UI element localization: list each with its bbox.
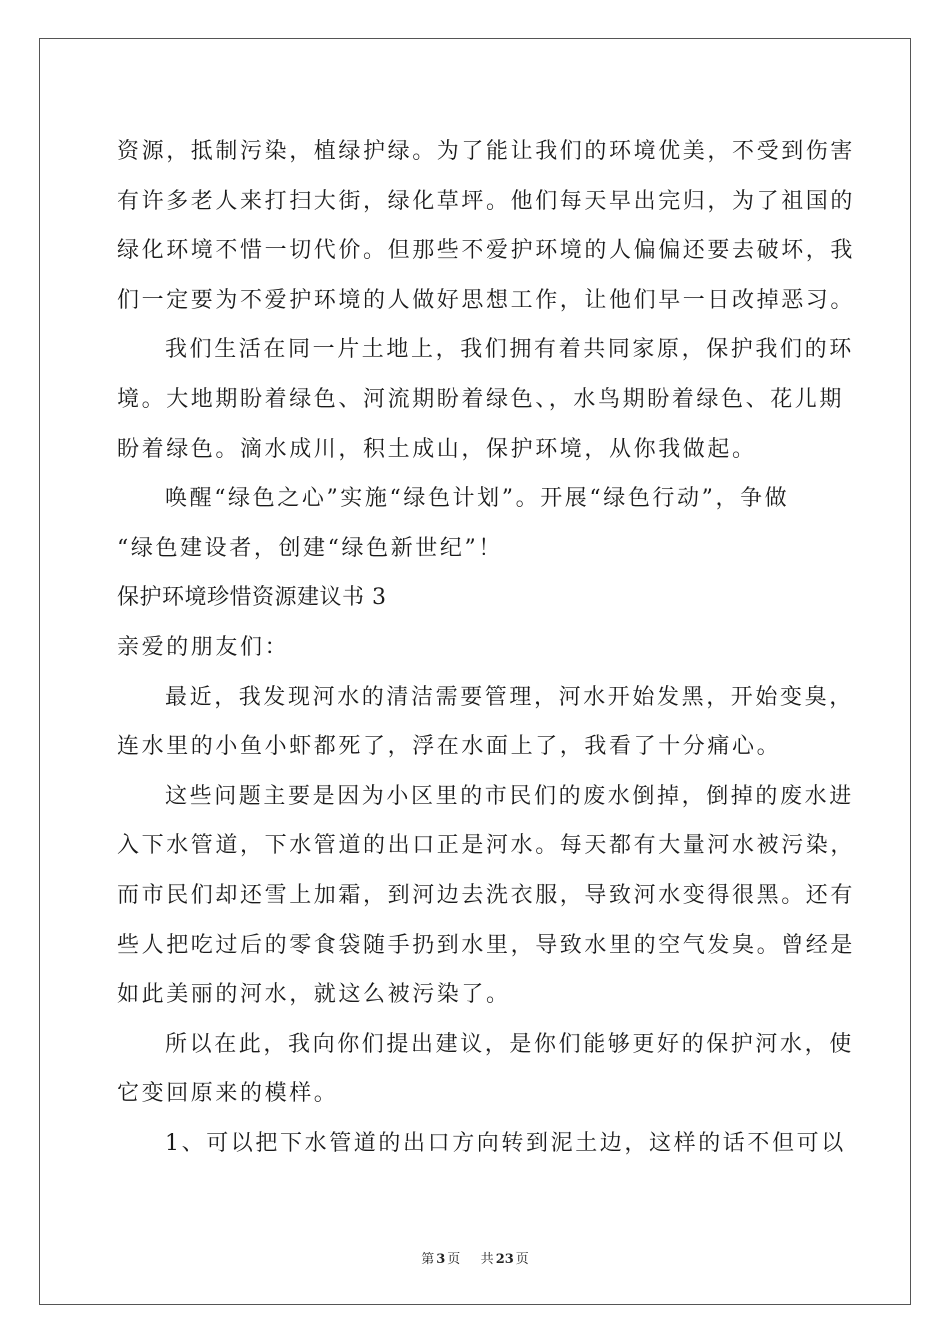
text-line: “绿色建设者，创建“绿色新世纪”！: [117, 535, 503, 561]
text-line: 入下水管道，下水管道的出口正是河水。每天都有大量河水被污染，: [117, 833, 856, 859]
text-line: 连水里的小鱼小虾都死了，浮在水面上了，我看了十分痛心。: [117, 734, 782, 760]
document-body: [117, 127, 856, 1168]
text-line: 些人把吃过后的零食袋随手扔到水里，导致水里的空气发臭。曾经是: [117, 932, 856, 958]
text-line: 境。大地期盼着绿色、河流期盼着绿色、，水鸟期盼着绿色、花儿期: [117, 386, 845, 412]
text-line: 我们生活在同一片土地上，我们拥有着共同家原，保护我们的环: [165, 337, 854, 363]
section-heading: 保护环境珍惜资源建议书 3: [117, 585, 387, 611]
text-line: 如此美丽的河水，就这么被污染了。: [117, 982, 511, 1008]
text-line: 1、可以把下水管道的出口方向转到泥土边，这样的话不但可以: [165, 1130, 846, 1156]
page-suffix: 页: [447, 1252, 461, 1267]
total-pages: 23: [495, 1252, 514, 1267]
text-line: 它变回原来的模样。: [117, 1081, 339, 1107]
text-line: 们一定要为不爱护环境的人做好思想工作，让他们早一日改掉恶习。: [117, 287, 856, 313]
salutation: 亲爱的朋友们：: [117, 634, 290, 660]
text-line: 盼着绿色。滴水成川，积土成山，保护环境，从你我做起。: [117, 436, 757, 462]
total-pages-indicator: [479, 1252, 531, 1267]
text-line: 有许多老人来打扫大街，绿化草坪。他们每天早出完归，为了祖国的: [117, 188, 856, 214]
text-line: 而市民们却还雪上加霜，到河边去洗衣服，导致河水变得很黑。还有: [117, 882, 856, 908]
text-line: 唤醒“绿色之心”实施“绿色计划”。开展“绿色行动”，争做: [165, 486, 790, 512]
text-line: 绿化环境不惜一切代价。但那些不爱护环境的人偏偏还要去破坏，我: [117, 238, 856, 264]
text-line: 最近，我发现河水的清洁需要管理，河水开始发黑，开始变臭，: [165, 684, 854, 710]
page-prefix: 第: [421, 1252, 435, 1267]
page-number: 3: [436, 1252, 446, 1267]
total-prefix: 共: [480, 1252, 494, 1267]
text-line: 所以在此，我向你们提出建议，是你们能够更好的保护河水，使: [165, 1031, 854, 1057]
page-footer: [0, 1248, 950, 1267]
text-line: 资源，抵制污染，植绿护绿。为了能让我们的环境优美，不受到伤害: [117, 139, 856, 164]
total-suffix: 页: [515, 1252, 529, 1267]
page-indicator: [419, 1252, 462, 1267]
text-line: 这些问题主要是因为小区里的市民们的废水倒掉，倒掉的废水进: [165, 783, 854, 809]
